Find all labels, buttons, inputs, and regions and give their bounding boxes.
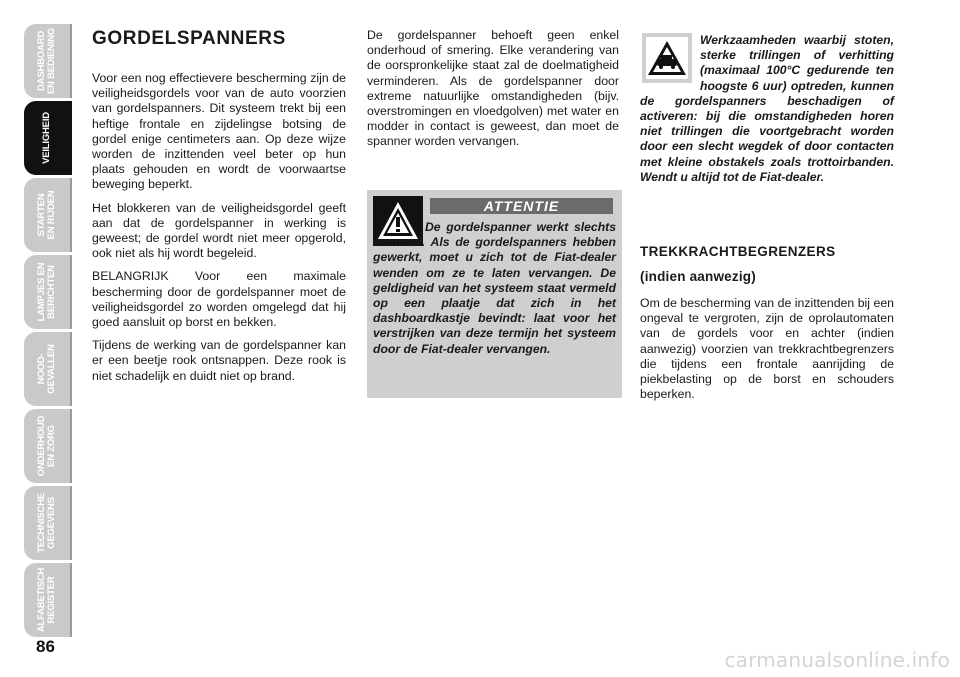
tab-label: ONDERHOUD EN ZORG <box>36 415 57 477</box>
tab-label: TECHNISCHE GEGEVENS <box>36 493 57 553</box>
tab-register[interactable] <box>24 563 72 637</box>
paragraph: Om de bescherming van de inzittenden bij een ongeval te vergroten, zijn de oprolautomaten van de gordels voor en achter (indien aanwezig) voorzien van trekkrachtbegrenzers die tijdens een frontale aanrijding de piekbelasting op de borst en schouders beperken. <box>640 296 894 402</box>
warning-text-block <box>640 33 894 185</box>
attention-text <box>373 220 616 357</box>
tab-label: NOOD- GEVALLEN <box>36 344 57 394</box>
tab-starten[interactable] <box>24 178 72 252</box>
warning-body: Werkzaamheden waarbij stoten, sterke trillingen of verhitting (maximaal 100°C gedurende ten hoogste 6 uur) optreden, kunnen de gordelspanners beschadigen of activeren: bij die omstandigheden horen niet trillingen die voortgebracht worden door een slecht wegdek of door contacten met kleine obstakels zoals trottoirbanden. Wendt u altijd tot de Fiat-dealer. <box>640 33 894 184</box>
tab-technische[interactable] <box>24 486 72 560</box>
tab-label: LAMPJES EN BERICHTEN <box>36 262 57 322</box>
page-title: GORDELSPANNERS <box>92 28 286 49</box>
page-number: 86 <box>36 637 55 656</box>
tab-label: ALFABETISCH REGISTER <box>36 567 57 633</box>
attention-banner: ATTENTIE <box>430 198 613 214</box>
paragraph: BELANGRIJK Voor een maximale bescherming door de gordelspanner moet de veiligheidsgordel zo worden omgelegd dat hij goed aansluit op borst en bekken. <box>92 269 346 330</box>
watermark: carmanualsonline.info <box>724 648 950 672</box>
tab-lampjes[interactable] <box>24 255 72 329</box>
tab-label: STARTEN EN RIJDEN <box>36 190 57 240</box>
section-subheading: (indien aanwezig) <box>640 269 756 284</box>
paragraph: De gordelspanner behoeft geen enkel onderhoud of smering. Elke verandering van de oorspronkelijke staat zal de doelmatigheid verminderen. Als de gordelspanner door extreme natuurlijke omstandigheden (bijv. overstromingen en vloedgolven) met water en modder in contact is geweest, dan moet de spanner worden vervangen. <box>367 28 619 149</box>
tab-noodgevallen[interactable] <box>24 332 72 406</box>
tab-onderhoud[interactable] <box>24 409 72 483</box>
paragraph: Het blokkeren van de veiligheidsgordel geeft aan dat de gordelspanner in werking is geweest; de gordel wordt niet meer opgerold, ook niet als hij wordt begeleid. <box>92 200 346 261</box>
icon-spacer <box>640 33 700 91</box>
section-heading: TREKKRACHTBEGRENZERS <box>640 244 836 259</box>
attention-body: De gordelspanner werkt slechts eenmaal. Als de gordelspanners hebben gewerkt, moet u zich tot de Fiat-dealer wenden om ze te laten vervangen. De geldigheid van het systeem staat vermeld op een plaatje dat zich in het dashboardkastje bevindt: laat voor het verstrijken van deze termijn het systeem door de Fiat-dealer vervangen. <box>373 220 616 356</box>
tab-veiligheid[interactable] <box>24 101 72 175</box>
column-3-paragraph <box>640 296 894 402</box>
column-1 <box>92 28 346 392</box>
column-2 <box>367 28 619 158</box>
paragraph: Voor een nog effectievere bescherming zijn de veiligheidsgordels voor van de auto voorzien van gordelspanners. Dit systeem trekt bij een heftige frontale en zijdelingse botsing de gordel enige centimeters aan. Op deze wijze worden de inzittenden veel beter op hun plaats gehouden en wordt de voorwaartse beweging beperkt. <box>92 71 346 192</box>
tab-label: VEILIGHEID <box>41 112 52 164</box>
attention-box <box>367 190 622 398</box>
paragraph: Tijdens de werking van de gordelspanner kan er een beetje rook ontsnappen. Deze rook is niet schadelijk en duidt niet op brand. <box>92 338 346 383</box>
tab-label: DASHBOARD EN BEDIENING <box>36 27 57 95</box>
tab-dashboard[interactable] <box>24 24 72 98</box>
